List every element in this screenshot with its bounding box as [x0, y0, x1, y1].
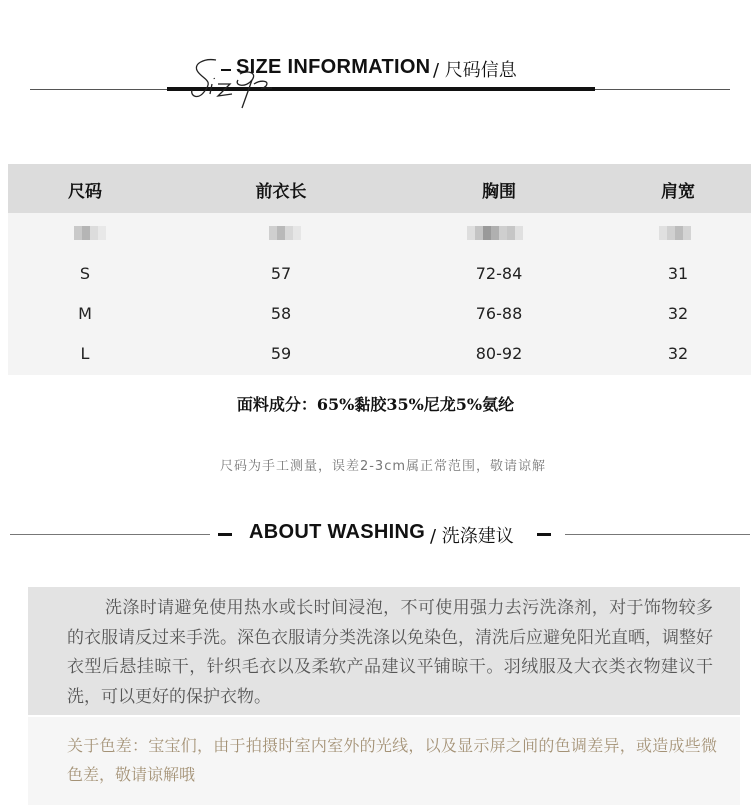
washing-title: ABOUT WASHING — [249, 521, 426, 543]
table-cell-length: 58 — [270, 304, 292, 323]
table-cell-bust: 72-84 — [475, 264, 523, 283]
washing-header-dash-right — [537, 533, 551, 536]
blurred-cell — [269, 226, 301, 240]
size-table-header-row — [8, 164, 751, 213]
table-cell-length: 57 — [270, 264, 292, 283]
table-cell-size: L — [80, 344, 90, 363]
header-dash — [221, 69, 231, 71]
table-cell-shoulder: 31 — [667, 264, 689, 283]
measurement-note: 尺码为手工测量，误差2-3cm属正常范围，敬请谅解 — [219, 459, 547, 474]
table-cell-bust: 80-92 — [475, 344, 523, 363]
size-table-body — [8, 213, 751, 375]
blurred-cell — [659, 226, 691, 240]
washing-subtitle: / 洗涤建议 — [430, 526, 514, 547]
table-cell-length: 59 — [270, 344, 292, 363]
length-column-header: 前衣长 — [255, 182, 307, 202]
shoulder-column-header: 肩宽 — [661, 182, 695, 202]
table-cell-shoulder: 32 — [667, 344, 689, 363]
color-difference-note: 关于色差：宝宝们，由于拍摄时室内室外的光线，以及显示屏之间的色调差异，或造成些微色差，敬请谅解哦 — [67, 736, 717, 784]
blurred-cell — [467, 226, 523, 240]
blurred-cell — [74, 226, 106, 240]
size-column-header: 尺码 — [68, 182, 102, 202]
fabric-composition: 面料成分：65%黏胶35%尼龙5%氨纶 — [236, 395, 515, 414]
size-info-subtitle: / 尺码信息 — [433, 60, 517, 81]
table-cell-size: S — [79, 264, 91, 283]
washing-instructions-text: 洗涤时请避免使用热水或长时间浸泡，不可使用强力去污洗涤剂，对于饰物较多的衣服请反过来手洗。深色衣服请分类洗涤以免染色，清洗后应避免阳光直晒，调整好衣型后悬挂晾干，针织毛衣以及柔软产品建议平铺晾干。羽绒服及大衣类衣物建议干洗，可以更好的保护衣物。 — [67, 598, 713, 707]
size-info-title: SIZE INFORMATION — [236, 56, 431, 78]
bust-column-header: 胸围 — [482, 182, 516, 202]
washing-header-dash-left — [218, 533, 232, 536]
table-cell-size: M — [78, 304, 92, 323]
table-cell-bust: 76-88 — [475, 304, 523, 323]
table-cell-shoulder: 32 — [667, 304, 689, 323]
